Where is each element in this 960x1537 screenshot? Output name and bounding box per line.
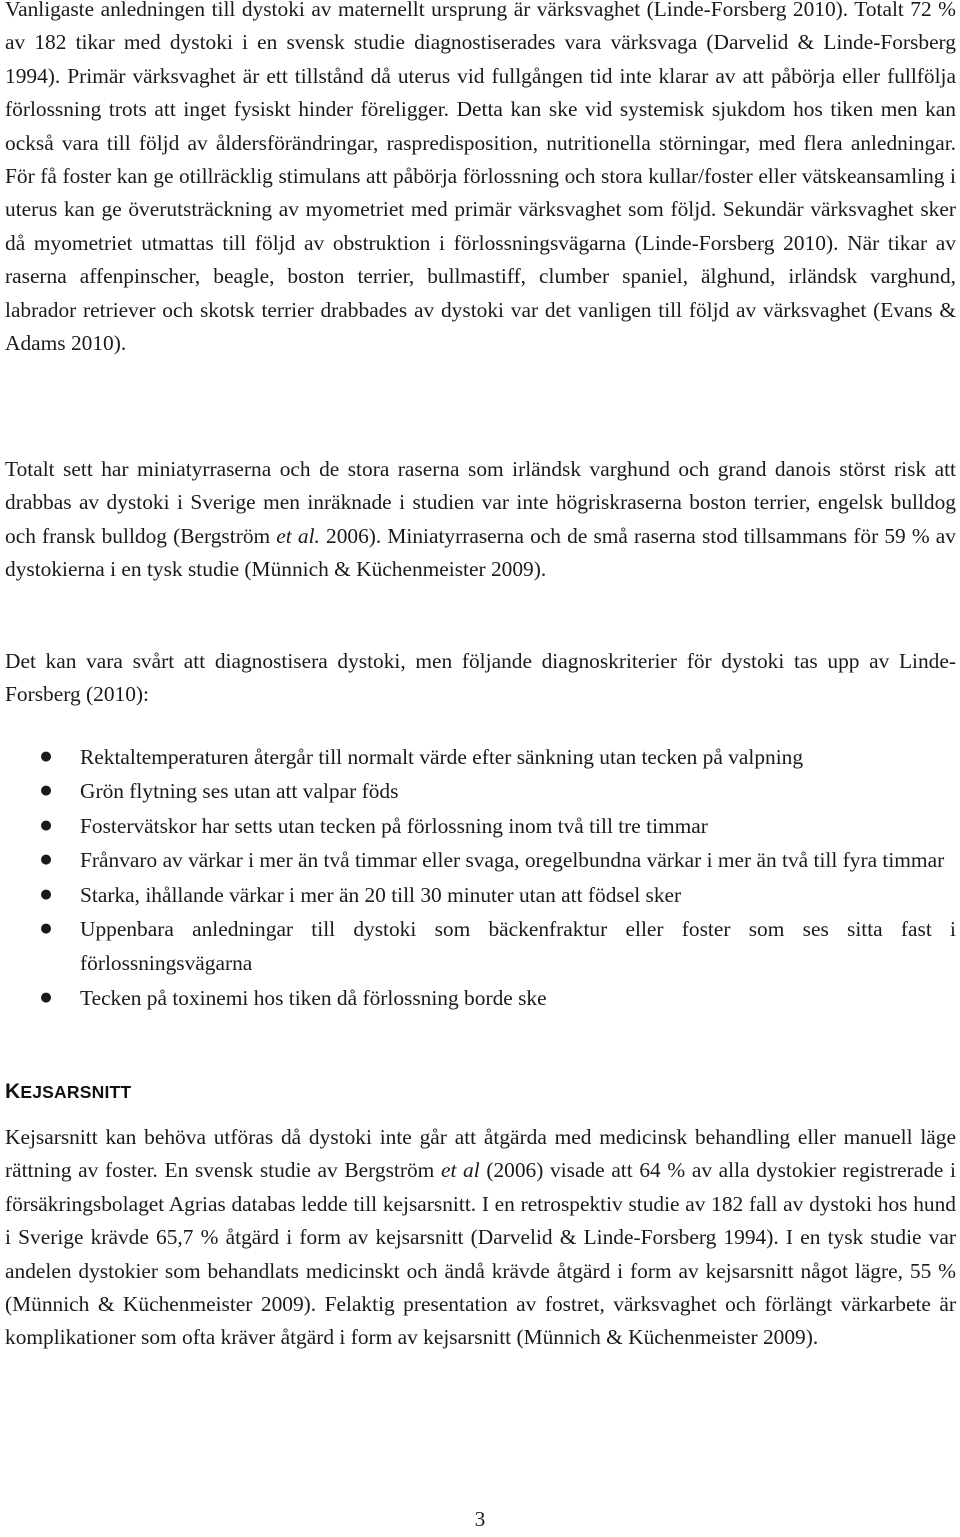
text-span: Totalt sett har miniatyrraserna och de stora raserna som irländsk varghund och grand danois störst risk att drabbas av dystoki i Sverige men inräknade i studien var inte högriskraserna boston terrier, engelsk bulldog och fransk bulldog (Bergström: [5, 457, 956, 548]
list-item: [0, 912, 956, 981]
text-span: 2006). Miniatyrraserna och de små raserna stod tillsammans för 59 % av dystokierna i en tysk studie (Münnich & Küchenmeister 2009).: [5, 523, 956, 582]
diagnostic-criteria-list: [0, 740, 958, 1015]
paragraph-diagnosis-intro: Det kan vara svårt att diagnostisera dystoki, men följande diagnoskriterier för dystoki tas upp av Linde-Forsberg (2010):: [5, 649, 956, 707]
list-item-text: Frånvaro av värkar i mer än två timmar eller svaga, oregelbundna värkar i mer än två till fyra timmar: [80, 848, 945, 873]
text-span: (2006) visade att 64 % av alla dystokier registrerade i försäkringsbolaget Agrias databas ledde till kejsarsnitt. I en retrospektiv studie av 182 fall av dystoki hos hund i Sverige krävde 65,7 % åtgärd i form av kejsarsnitt (Darvelid & Linde-Forsberg 1994). I en tysk studie var andelen dystokier som behandlats medicinskt och ändå krävde åtgärd i form av kejsarsnitt något lägre, 55 % (Münnich & Küchenmeister 2009). Felaktig presentation av fostret, värksvaghet och förlängt värkarbete är komplikationer som ofta kräver åtgärd i form av kejsarsnitt (Münnich & Küchenmeister 2009).: [5, 1158, 956, 1350]
bullet-icon: ●: [40, 783, 52, 799]
paragraph-breed-risk: [5, 453, 956, 587]
list-item-text: Fostervätskor har setts utan tecken på förlossning inom två till tre timmar: [80, 813, 708, 838]
text-span: Kejsarsnitt kan behöva utföras då dystoki inte går att åtgärda med medicinsk behandling eller manuell läge rättning av foster. En svensk studie av Bergström: [5, 1125, 956, 1183]
heading-initial: K: [5, 1080, 21, 1103]
list-item: [0, 981, 956, 1015]
heading-rest: EJSARSNITT: [20, 1082, 132, 1102]
bullet-icon: ●: [40, 921, 52, 937]
bullet-icon: ●: [40, 852, 52, 868]
bullet-icon: ●: [40, 989, 52, 1005]
list-item-text: Grön flytning ses utan att valpar föds: [80, 779, 399, 804]
paragraph-dystocia-uterine-inertia: Vanligaste anledningen till dystoki av maternellt ursprung är värksvaghet (Linde-Forsberg 2010). Totalt 72 % av 182 tikar med dystoki i en svensk studie diagnostiserades vara värksvaga (Darvelid & Linde-Forsberg 1994). Primär värksvaghet är ett tillstånd då uterus vid fullgången tid inte klarar av att påbörja eller fullfölja förlossning trots att inget fysiskt hinder föreligger. Detta kan ske vid systemisk sjukdom hos tiken men kan också vara till följd av åldersförändringar, raspredisposition, nutritionella störningar, med flera anledningar. För få foster kan ge otillräcklig stimulans att påbörja förlossning och stora kullar/foster eller vätskeansamling i uterus kan ge överutsträckning av myometriet med primär värksvaghet som följd. Sekundär värksvaghet sker då myometriet utmattas till följd av obstruktion i förlossningsvägarna (Linde-Forsberg 2010). När tikar av raserna affenpinscher, beagle, boston terrier, bullmastiff, clumber spaniel, älghund, irländsk varghund, labrador retriever och skotsk terrier drabbades av dystoki var det vanligen till följd av värksvaghet (Evans & Adams 2010).: [5, 0, 956, 356]
list-item-text: Starka, ihållande värkar i mer än 20 till 30 minuter utan att födsel sker: [80, 882, 682, 907]
page-number: 3: [474, 1507, 486, 1531]
list-item: [0, 809, 956, 843]
italic-citation: et al.: [276, 523, 320, 548]
list-item: [0, 878, 956, 912]
bullet-icon: ●: [40, 817, 52, 833]
bullet-icon: ●: [40, 886, 52, 902]
paragraph-caesarean: [5, 1121, 956, 1355]
italic-citation: et al: [440, 1158, 480, 1183]
list-item: [0, 843, 956, 877]
list-item: [0, 774, 956, 808]
list-item: [0, 740, 956, 774]
list-item-text: Uppenbara anledningar till dystoki som bäckenfraktur eller foster som ses sitta fast i förlossningsvägarna: [80, 917, 956, 976]
section-heading-kejsarsnitt: [5, 1078, 131, 1106]
list-item-text: Tecken på toxinemi hos tiken då förlossning borde ske: [80, 985, 547, 1010]
list-item-text: Rektaltemperaturen återgår till normalt värde efter sänkning utan tecken på valpning: [80, 745, 804, 769]
bullet-icon: ●: [40, 749, 52, 764]
